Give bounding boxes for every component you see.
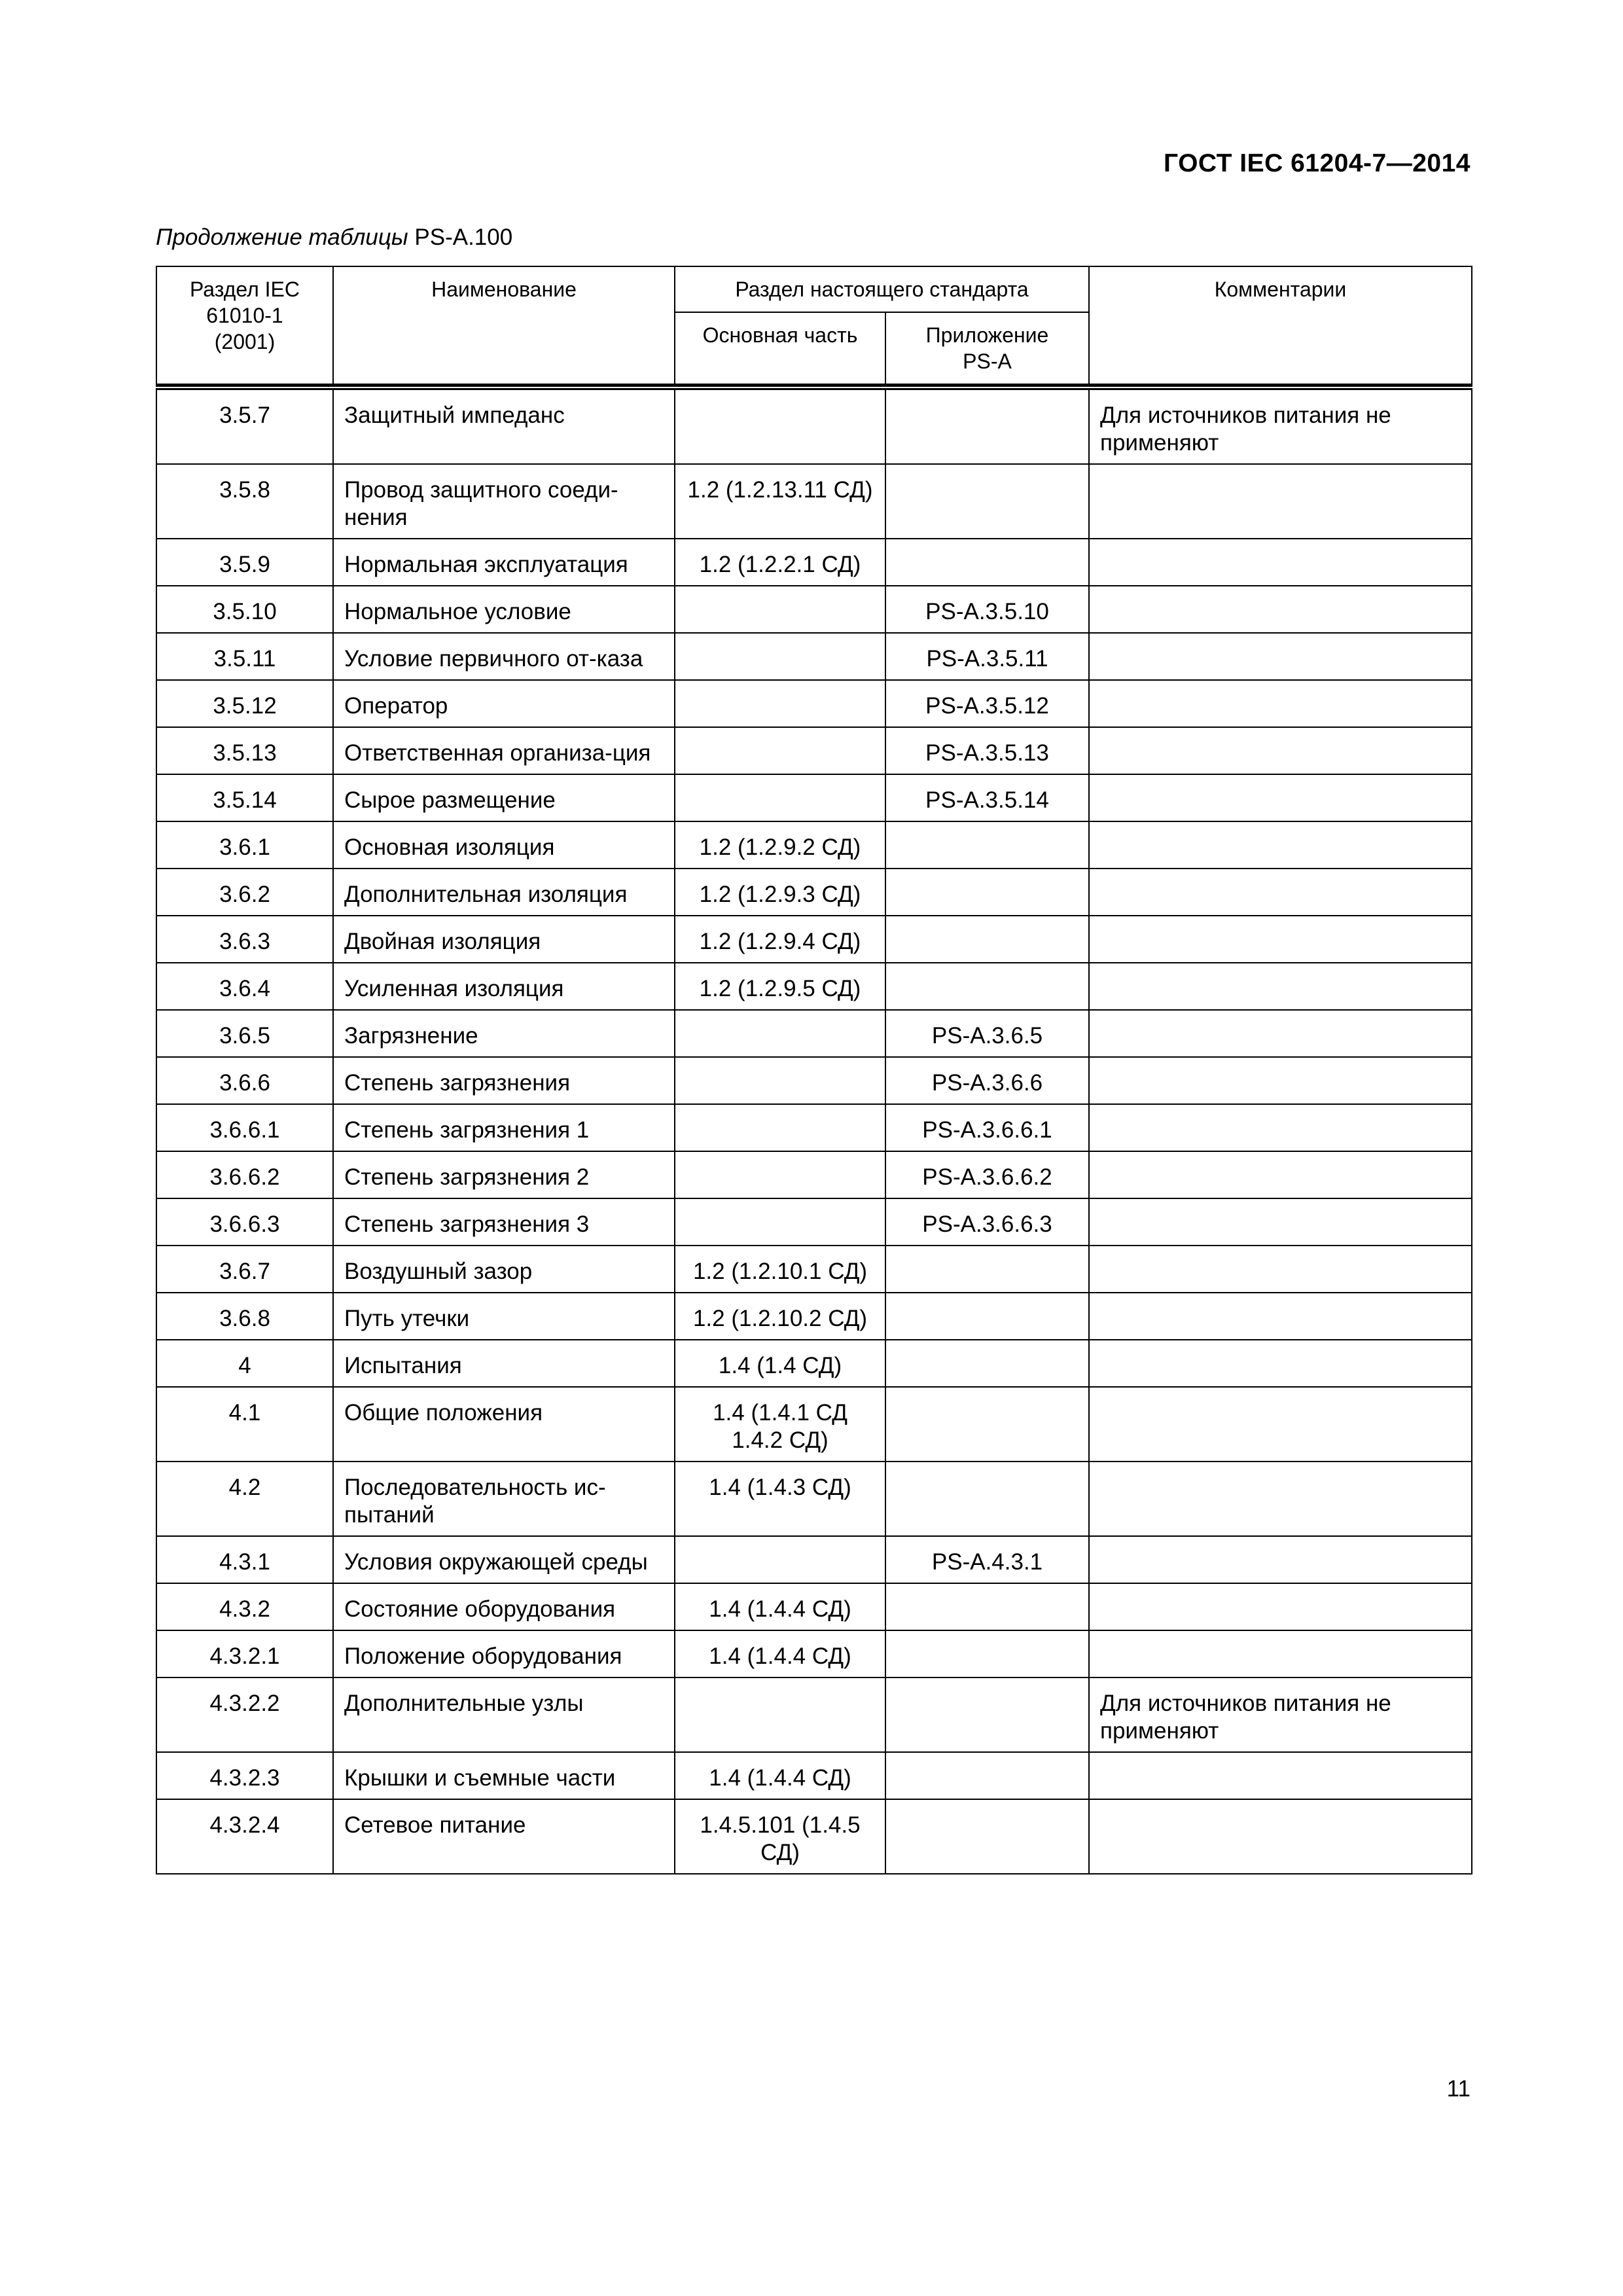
- cell-name: Сетевое питание: [333, 1799, 675, 1874]
- cell-comment: [1089, 1462, 1472, 1536]
- cell-main-part: 1.2 (1.2.9.4 СД): [675, 916, 885, 963]
- table-row: [156, 821, 1472, 869]
- cell-annex: [885, 539, 1089, 586]
- table-caption: [156, 224, 512, 251]
- cell-name: Дополнительная изоляция: [333, 869, 675, 916]
- cell-name: Нормальное условие: [333, 586, 675, 633]
- cell-main-part: [675, 1104, 885, 1151]
- cell-main-part: 1.2 (1.2.9.5 СД): [675, 963, 885, 1010]
- cell-annex: [885, 387, 1089, 464]
- cell-section: 3.6.1: [156, 821, 333, 869]
- table-row: [156, 963, 1472, 1010]
- cell-section: 3.6.6.2: [156, 1151, 333, 1198]
- cell-main-part: 1.4 (1.4.1 СД 1.4.2 СД): [675, 1387, 885, 1462]
- table-row: [156, 1057, 1472, 1104]
- cell-annex: PS-A.3.5.11: [885, 633, 1089, 680]
- cell-annex: [885, 821, 1089, 869]
- table-row: [156, 387, 1472, 464]
- cell-name: Последовательность ис-пытаний: [333, 1462, 675, 1536]
- cell-annex: PS-A.3.5.13: [885, 727, 1089, 774]
- cell-comment: [1089, 727, 1472, 774]
- cell-section: 3.6.8: [156, 1293, 333, 1340]
- cell-comment: [1089, 1010, 1472, 1057]
- cell-main-part: [675, 1198, 885, 1246]
- cell-name: Степень загрязнения 2: [333, 1151, 675, 1198]
- cell-section: 3.6.5: [156, 1010, 333, 1057]
- cell-main-part: 1.2 (1.2.10.1 СД): [675, 1246, 885, 1293]
- cell-main-part: [675, 387, 885, 464]
- cell-section: 4: [156, 1340, 333, 1387]
- cell-main-part: 1.4 (1.4.4 СД): [675, 1630, 885, 1677]
- cell-annex: [885, 1583, 1089, 1630]
- cell-section: 4.3.2.2: [156, 1677, 333, 1752]
- cell-annex: PS-A.3.5.14: [885, 774, 1089, 821]
- cell-comment: [1089, 1752, 1472, 1799]
- col-header-annex: Приложение PS-A: [885, 312, 1089, 384]
- cell-comment: [1089, 1057, 1472, 1104]
- cell-comment: [1089, 821, 1472, 869]
- cell-section: 3.5.9: [156, 539, 333, 586]
- cell-main-part: 1.2 (1.2.10.2 СД): [675, 1293, 885, 1340]
- page-number: 11: [1446, 2076, 1471, 2102]
- cell-name: Оператор: [333, 680, 675, 727]
- cell-comment: [1089, 1630, 1472, 1677]
- cell-name: Испытания: [333, 1340, 675, 1387]
- cell-comment: [1089, 1293, 1472, 1340]
- cell-comment: Для источников питания не применяют: [1089, 1677, 1472, 1752]
- cell-comment: [1089, 1387, 1472, 1462]
- cell-section: 4.3.1: [156, 1536, 333, 1583]
- table-row: [156, 916, 1472, 963]
- col-header-main-part: Основная часть: [675, 312, 885, 384]
- cell-section: 3.6.6: [156, 1057, 333, 1104]
- cell-comment: [1089, 586, 1472, 633]
- cell-name: Усиленная изоляция: [333, 963, 675, 1010]
- caption-table-id: PS-A.100: [408, 224, 513, 250]
- cell-name: Защитный импеданс: [333, 387, 675, 464]
- table-row: [156, 1010, 1472, 1057]
- cell-section: 4.2: [156, 1462, 333, 1536]
- cell-name: Условия окружающей среды: [333, 1536, 675, 1583]
- cell-section: 3.6.6.3: [156, 1198, 333, 1246]
- cell-section: 3.6.2: [156, 869, 333, 916]
- col-header-name: Наименование: [333, 266, 675, 384]
- table-row: [156, 1198, 1472, 1246]
- cell-annex: [885, 464, 1089, 539]
- cell-main-part: 1.2 (1.2.9.3 СД): [675, 869, 885, 916]
- cell-annex: [885, 1630, 1089, 1677]
- cell-section: 4.1: [156, 1387, 333, 1462]
- cell-comment: [1089, 1198, 1472, 1246]
- cell-comment: [1089, 539, 1472, 586]
- table-row: [156, 774, 1472, 821]
- cell-annex: PS-A.3.6.5: [885, 1010, 1089, 1057]
- cell-annex: [885, 1677, 1089, 1752]
- table-row: [156, 1677, 1472, 1752]
- cell-annex: PS-A.3.6.6.3: [885, 1198, 1089, 1246]
- cell-name: Крышки и съемные части: [333, 1752, 675, 1799]
- cell-name: Степень загрязнения: [333, 1057, 675, 1104]
- cell-comment: [1089, 1246, 1472, 1293]
- document-id: ГОСТ IEC 61204-7—2014: [1163, 149, 1471, 177]
- cell-section: 3.6.7: [156, 1246, 333, 1293]
- table-row: [156, 1583, 1472, 1630]
- cell-comment: [1089, 1104, 1472, 1151]
- cell-section: 3.5.11: [156, 633, 333, 680]
- cell-main-part: [675, 774, 885, 821]
- caption-italic: Продолжение таблицы: [156, 224, 408, 250]
- table-row: [156, 464, 1472, 539]
- cell-main-part: 1.4 (1.4.4 СД): [675, 1583, 885, 1630]
- cell-section: 3.6.4: [156, 963, 333, 1010]
- table-row: [156, 1246, 1472, 1293]
- cell-section: 4.3.2.4: [156, 1799, 333, 1874]
- table-row: [156, 1151, 1472, 1198]
- cell-annex: [885, 1293, 1089, 1340]
- cell-comment: [1089, 916, 1472, 963]
- cell-name: Степень загрязнения 1: [333, 1104, 675, 1151]
- cell-comment: [1089, 633, 1472, 680]
- cell-name: Загрязнение: [333, 1010, 675, 1057]
- cell-main-part: [675, 1151, 885, 1198]
- conformity-table: [156, 266, 1472, 1874]
- cell-annex: [885, 1340, 1089, 1387]
- cell-annex: PS-A.3.6.6.2: [885, 1151, 1089, 1198]
- table-row: [156, 633, 1472, 680]
- cell-main-part: 1.2 (1.2.9.2 СД): [675, 821, 885, 869]
- table-row: [156, 1799, 1472, 1874]
- table-row: [156, 680, 1472, 727]
- cell-annex: [885, 1799, 1089, 1874]
- cell-annex: [885, 1387, 1089, 1462]
- cell-main-part: [675, 1057, 885, 1104]
- cell-comment: [1089, 963, 1472, 1010]
- cell-main-part: [675, 1010, 885, 1057]
- cell-main-part: [675, 727, 885, 774]
- cell-name: Воздушный зазор: [333, 1246, 675, 1293]
- cell-name: Нормальная эксплуатация: [333, 539, 675, 586]
- cell-section: 4.3.2: [156, 1583, 333, 1630]
- cell-name: Путь утечки: [333, 1293, 675, 1340]
- cell-name: Двойная изоляция: [333, 916, 675, 963]
- cell-annex: [885, 916, 1089, 963]
- col-header-section-iec: Раздел IEC 61010-1 (2001): [156, 266, 333, 384]
- cell-comment: [1089, 680, 1472, 727]
- cell-section: 3.6.3: [156, 916, 333, 963]
- cell-name: Степень загрязнения 3: [333, 1198, 675, 1246]
- cell-section: 3.5.13: [156, 727, 333, 774]
- table-row: [156, 1104, 1472, 1151]
- cell-main-part: 1.2 (1.2.13.11 СД): [675, 464, 885, 539]
- cell-comment: [1089, 774, 1472, 821]
- cell-annex: PS-A.3.5.10: [885, 586, 1089, 633]
- cell-main-part: [675, 1536, 885, 1583]
- cell-annex: [885, 869, 1089, 916]
- table-row: [156, 1752, 1472, 1799]
- table-row: [156, 586, 1472, 633]
- cell-section: 3.6.6.1: [156, 1104, 333, 1151]
- cell-name: Положение оборудования: [333, 1630, 675, 1677]
- cell-name: Состояние оборудования: [333, 1583, 675, 1630]
- cell-name: Дополнительные узлы: [333, 1677, 675, 1752]
- cell-comment: [1089, 464, 1472, 539]
- cell-comment: [1089, 1583, 1472, 1630]
- cell-main-part: 1.4 (1.4.4 СД): [675, 1752, 885, 1799]
- table-row: [156, 1630, 1472, 1677]
- cell-section: 4.3.2.1: [156, 1630, 333, 1677]
- table-row: [156, 869, 1472, 916]
- cell-name: Условие первичного от-каза: [333, 633, 675, 680]
- cell-name: Основная изоляция: [333, 821, 675, 869]
- col-header-section-std: Раздел настоящего стандарта: [675, 266, 1089, 312]
- cell-main-part: 1.4.5.101 (1.4.5 СД): [675, 1799, 885, 1874]
- cell-main-part: [675, 1677, 885, 1752]
- cell-section: 4.3.2.3: [156, 1752, 333, 1799]
- cell-comment: [1089, 1151, 1472, 1198]
- cell-annex: PS-A.3.6.6: [885, 1057, 1089, 1104]
- cell-name: Общие положения: [333, 1387, 675, 1462]
- cell-main-part: [675, 586, 885, 633]
- cell-section: 3.5.8: [156, 464, 333, 539]
- table-row: [156, 1387, 1472, 1462]
- cell-comment: [1089, 869, 1472, 916]
- cell-comment: [1089, 1536, 1472, 1583]
- cell-main-part: [675, 633, 885, 680]
- cell-annex: [885, 1462, 1089, 1536]
- cell-annex: PS-A.3.6.6.1: [885, 1104, 1089, 1151]
- cell-comment: [1089, 1799, 1472, 1874]
- cell-annex: PS-A.4.3.1: [885, 1536, 1089, 1583]
- cell-annex: [885, 1752, 1089, 1799]
- cell-comment: [1089, 1340, 1472, 1387]
- cell-annex: PS-A.3.5.12: [885, 680, 1089, 727]
- table-row: [156, 727, 1472, 774]
- cell-name: Провод защитного соеди-нения: [333, 464, 675, 539]
- cell-section: 3.5.14: [156, 774, 333, 821]
- cell-main-part: 1.4 (1.4 СД): [675, 1340, 885, 1387]
- table-row: [156, 1293, 1472, 1340]
- cell-name: Ответственная организа-ция: [333, 727, 675, 774]
- cell-main-part: 1.2 (1.2.2.1 СД): [675, 539, 885, 586]
- cell-annex: [885, 963, 1089, 1010]
- table-row: [156, 539, 1472, 586]
- table-row: [156, 1536, 1472, 1583]
- cell-annex: [885, 1246, 1089, 1293]
- cell-main-part: [675, 680, 885, 727]
- cell-section: 3.5.12: [156, 680, 333, 727]
- cell-comment: Для источников питания не применяют: [1089, 387, 1472, 464]
- cell-section: 3.5.10: [156, 586, 333, 633]
- cell-section: 3.5.7: [156, 387, 333, 464]
- table-row: [156, 1340, 1472, 1387]
- table-row: [156, 1462, 1472, 1536]
- cell-name: Сырое размещение: [333, 774, 675, 821]
- cell-main-part: 1.4 (1.4.3 СД): [675, 1462, 885, 1536]
- table-body: [156, 387, 1472, 1874]
- col-header-comments: Комментарии: [1089, 266, 1472, 384]
